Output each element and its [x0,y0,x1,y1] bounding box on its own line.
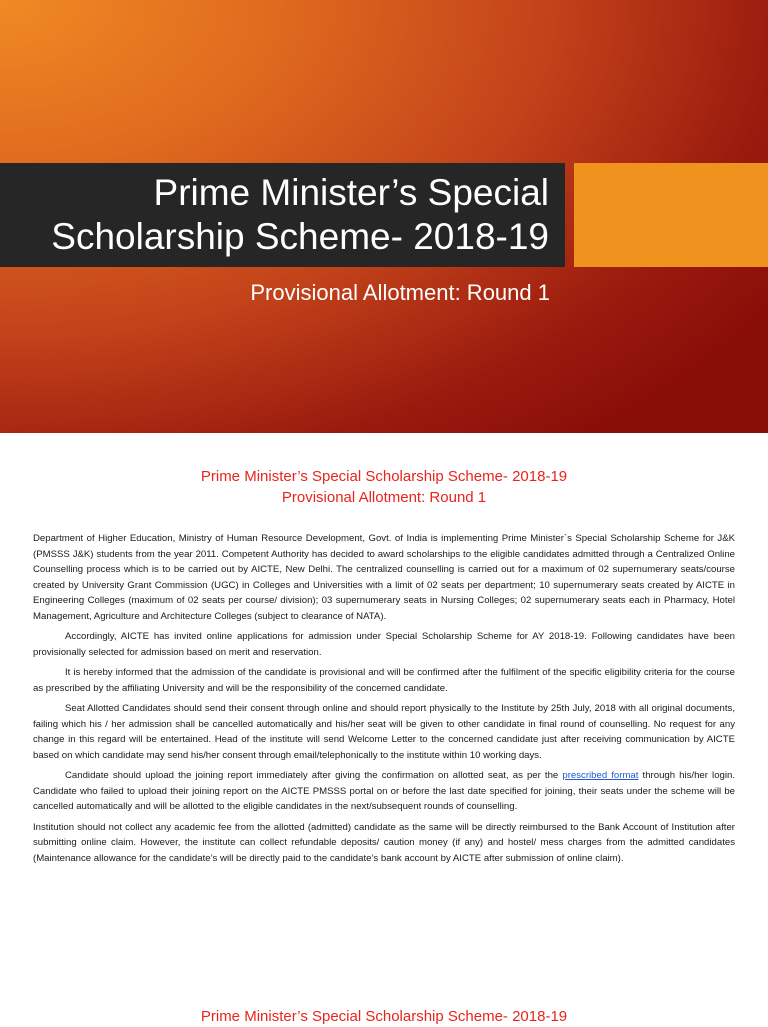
paragraph-provisional: It is hereby informed that the admission of the candidate is provisional and will be confirmed after the fulfilment of the specific eligibility criteria for the course as prescribed by the affiliating University and will be the responsibility of the concerned candidate. [33,667,735,694]
slide-title [51,171,549,259]
slide-title-line2: Scholarship Scheme- 2018-19 [51,216,549,257]
joining-report-text-start: Candidate should upload the joining report immediately after giving the confirmation on allotted seat, as per the [65,770,563,781]
document-body [33,531,735,871]
prescribed-format-link[interactable]: prescribed format [562,770,639,781]
document-heading [0,466,768,508]
title-slide [0,0,768,433]
paragraph-fees: Institution should not collect any academic fee from the allotted (admitted) candidate as the same will be directly reimbursed to the Bank Account of Institution after submitting online claim. However, the institute can collect refundable deposits/ caution money (if any) and hostel/ mess charges from the admitted candidates (Maintenance allowance for the candidate’s will be directly paid to the candidate’s bank account by AICTE after submission of online claim). [33,821,735,864]
slide-subtitle: Provisional Allotment: Round 1 [250,280,550,305]
document-page [0,433,768,1024]
slide-title-line1: Prime Minister’s Special [153,172,549,213]
accent-band [574,163,768,267]
joining-report-text-end: through his/her login. Candidate who failed to upload their joining report on the AICTE PMSSS portal on or before the last date specified for joining, their seats under the scheme will be cancelled automatically and will be allotted to the eligible candidates in the next/subsequent rounds of counselling. [33,770,735,812]
title-band [0,163,565,267]
paragraph-applications: Accordingly, AICTE has invited online applications for admission under Special Scholarship Scheme for AY 2018-19. Following candidates have been provisionally selected for admission based on merit and reservation. [33,631,735,658]
document-heading-line2: Provisional Allotment: Round 1 [281,489,487,506]
document-heading-repeat: Prime Minister’s Special Scholarship Scheme- 2018-19 [200,1008,568,1025]
paragraph-consent: Seat Allotted Candidates should send their consent through online and should report physically to the Institute by 25th July, 2018 with all original documents, failing which his / her admission shall be cancelled automatically and his/her seat will be given to other candidate in final round of counselling. No request for any change in this regard will be entertained. Head of the institute will send Welcome Letter to the concerned candidate just after receiving communication by AICTE based on which candidate may send his/her consent through email/telephonically to the institute within 10 working days. [33,703,735,761]
paragraph-intro: Department of Higher Education, Ministry of Human Resource Development, Govt. of India is implementing Prime Minister`s Special Scholarship Scheme for J&K (PMSSS J&K) students from the year 2011. Competent Authority has decided to award scholarships to the eligible candidates admitted through a Centralized Online Counselling process which is to be carried out by AICTE, New Delhi. The centralized counselling is carried out for a maximum of 02 supernumerary seats/course created by University Grant Commission (UGC) in Colleges and Universities with a limit of 02 seats per department; 10 supernumerary seats created by AICTE in Engineering Colleges (maximum of 02 seats per course/ division); 03 supernumerary seats in Nursing Colleges; 02 supernumerary seats each in Pharmacy, Hotel Management, Agriculture and Architecture Colleges (subject to clearance of NATA). [33,533,735,622]
paragraph-joining-report [33,768,735,815]
document-heading-line1: Prime Minister’s Special Scholarship Scheme- 2018-19 [200,468,568,485]
